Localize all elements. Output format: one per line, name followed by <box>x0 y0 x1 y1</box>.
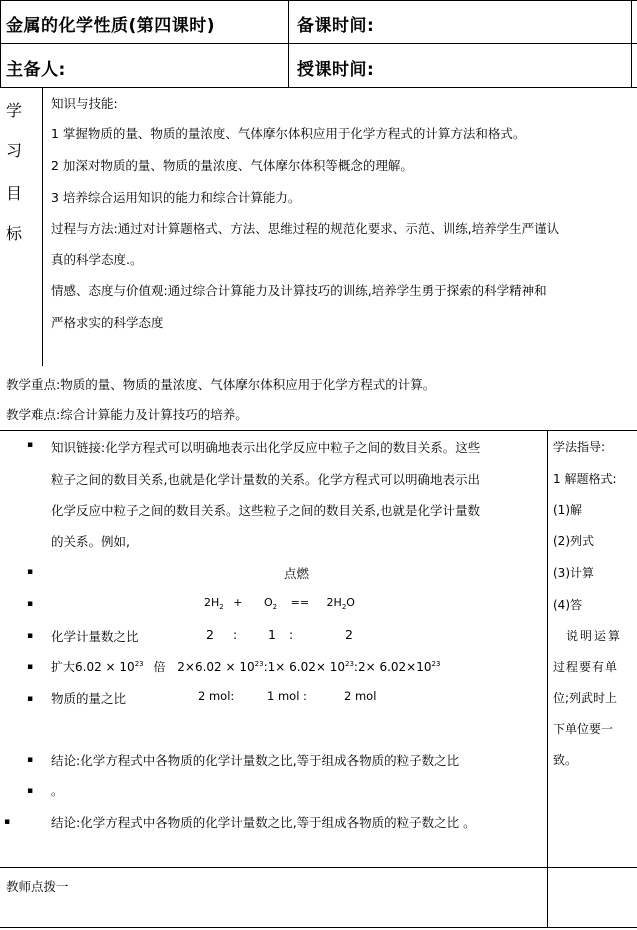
border-left <box>0 0 1 87</box>
bullet-3: ▪ <box>27 599 34 609</box>
guide-note-3: 位;列武时上 <box>553 691 618 705</box>
knowledge-2: 2 加深对物质的量、物质的量浓度、气体摩尔体积等概念的理解。 <box>51 158 413 173</box>
ratio-colon-2: : <box>289 627 294 642</box>
eq-equals: == <box>290 596 310 609</box>
knowledge-1: 1 掌握物质的量、物质的量浓度、气体摩尔体积应用于化学方程式的计算方法和格式。 <box>51 126 526 141</box>
ratio-colon-1: : <box>233 627 238 642</box>
equation <box>204 596 355 611</box>
teach-time-label: 授课时间: <box>297 60 375 80</box>
guide-note-5: 致。 <box>553 753 578 767</box>
guide-step-1: (1)解 <box>553 503 582 517</box>
expand-v1-exp: 23 <box>254 660 264 668</box>
knowledge-3: 3 培养综合运用知识的能力和综合计算能力。 <box>51 190 301 205</box>
emotion-line-2: 严格求实的科学态度 <box>51 315 164 330</box>
bullet-5: ▪ <box>27 662 34 672</box>
border-bottom <box>0 927 637 928</box>
border-objectives-side <box>42 87 43 366</box>
bullet-7: ▪ <box>27 755 34 765</box>
conclusion-dot: 。 <box>51 783 64 798</box>
process-line-1: 过程与方法:通过对计算题格式、方法、思维过程的规范化要求、示范、训练,培养学生严谨认 <box>51 221 560 236</box>
side-char-3: 目 <box>6 184 23 203</box>
conclusion-2: 结论:化学方程式中各物质的化学计量数之比,等于组成各物质的粒子数之比 。 <box>51 815 476 830</box>
side-char-4: 标 <box>6 224 23 243</box>
border-row1 <box>0 43 637 44</box>
eq-h2o-tail: O <box>346 596 355 609</box>
lesson-title: 金属的化学性质(第四课时) <box>6 16 216 36</box>
border-main-divider <box>547 430 548 928</box>
bullet-4: ▪ <box>27 631 34 641</box>
eq-o2-sub: 2 <box>272 603 278 612</box>
expand-v2-exp: 23 <box>344 660 354 668</box>
emotion-line-1: 情感、态度与价值观:通过综合计算能力及计算技巧的训练,培养学生勇于探索的科学精神和 <box>51 283 547 298</box>
bullet-9: ▪ <box>4 817 11 827</box>
eq-o2: O <box>263 596 273 609</box>
ratio-a: 2 <box>206 627 214 642</box>
conclusion-1: 结论:化学方程式中各物质的化学计量数之比,等于组成各物质的粒子数之比 <box>51 753 460 768</box>
guide-note-2: 过程要有单 <box>553 660 619 674</box>
key-point: 教学重点:物质的量、物质的量浓度、气体摩尔体积应用于化学方程式的计算。 <box>6 377 436 392</box>
expand-mul: 倍 <box>153 660 166 674</box>
link-line-3: 化学反应中粒子之间的数目关系。这些粒子之间的数目关系,也就是化学计量数 <box>51 503 480 518</box>
ratio-c: 2 <box>345 627 353 642</box>
guide-step-4: (4)答 <box>553 598 582 612</box>
eq-h2-sub: 2 <box>219 603 224 612</box>
expand-row <box>51 658 440 675</box>
eq-h2: 2H <box>204 596 220 609</box>
ratio-label: 化学计量数之比 <box>51 629 139 644</box>
prep-time-label: 备课时间: <box>297 16 375 36</box>
preparer-label: 主备人: <box>6 60 66 80</box>
expand-exp: 23 <box>134 660 144 668</box>
eq-h2o: 2H <box>326 596 342 609</box>
link-line-2: 粒子之间的数目关系,也就是化学计量数的关系。化学方程式可以明确地表示出 <box>51 472 480 487</box>
guide-step-2: (2)列式 <box>553 534 594 548</box>
expand-v1: 2×6.02 × 10 <box>177 660 255 674</box>
expand-v2: :1× 6.02× 10 <box>263 660 345 674</box>
guide-step-3: (3)计算 <box>553 566 594 580</box>
link-line-4: 的关系。例如, <box>51 534 130 549</box>
side-char-2: 习 <box>6 141 23 160</box>
teacher-tip: 教师点拨一 <box>6 879 69 894</box>
border-teacher-top <box>0 867 637 868</box>
expand-v3: :2× 6.02×10 <box>353 660 432 674</box>
bullet-6: ▪ <box>27 694 34 704</box>
link-line-1: 知识链接:化学方程式可以明确地表示出化学反应中粒子之间的数目关系。这些 <box>51 440 481 455</box>
mol-c: 2 mol <box>344 689 377 703</box>
border-main-top <box>0 430 637 431</box>
eq-h2o-sub: 2 <box>341 603 347 612</box>
difficulty: 教学难点:综合计算能力及计算技巧的培养。 <box>6 407 248 422</box>
expand-v3-exp: 23 <box>431 660 441 668</box>
mol-b: 1 mol : <box>267 689 307 703</box>
guide-format: 1 解题格式: <box>553 472 617 486</box>
mol-label: 物质的量之比 <box>51 691 127 706</box>
process-line-2: 真的科学态度.。 <box>51 252 143 267</box>
border-header-mid <box>288 0 289 87</box>
ratio-b: 1 <box>268 627 276 642</box>
knowledge-title: 知识与技能: <box>51 96 118 111</box>
eq-plus: + <box>233 596 243 609</box>
ignite-label: 点燃 <box>284 566 310 581</box>
side-char-1: 学 <box>6 101 23 120</box>
border-row2 <box>0 87 637 88</box>
guide-title: 学法指导: <box>553 440 606 454</box>
bullet-8: ▪ <box>27 786 34 796</box>
border-top <box>0 0 637 1</box>
mol-a: 2 mol: <box>198 689 235 703</box>
guide-note-4: 下单位要一 <box>553 722 614 736</box>
bullet-1: ▪ <box>27 440 34 450</box>
border-right-top <box>631 0 632 87</box>
guide-note-1: 说明运算 <box>566 629 623 643</box>
expand-label: 扩大6.02 × 10 <box>51 660 135 674</box>
bullet-2: ▪ <box>27 567 34 577</box>
